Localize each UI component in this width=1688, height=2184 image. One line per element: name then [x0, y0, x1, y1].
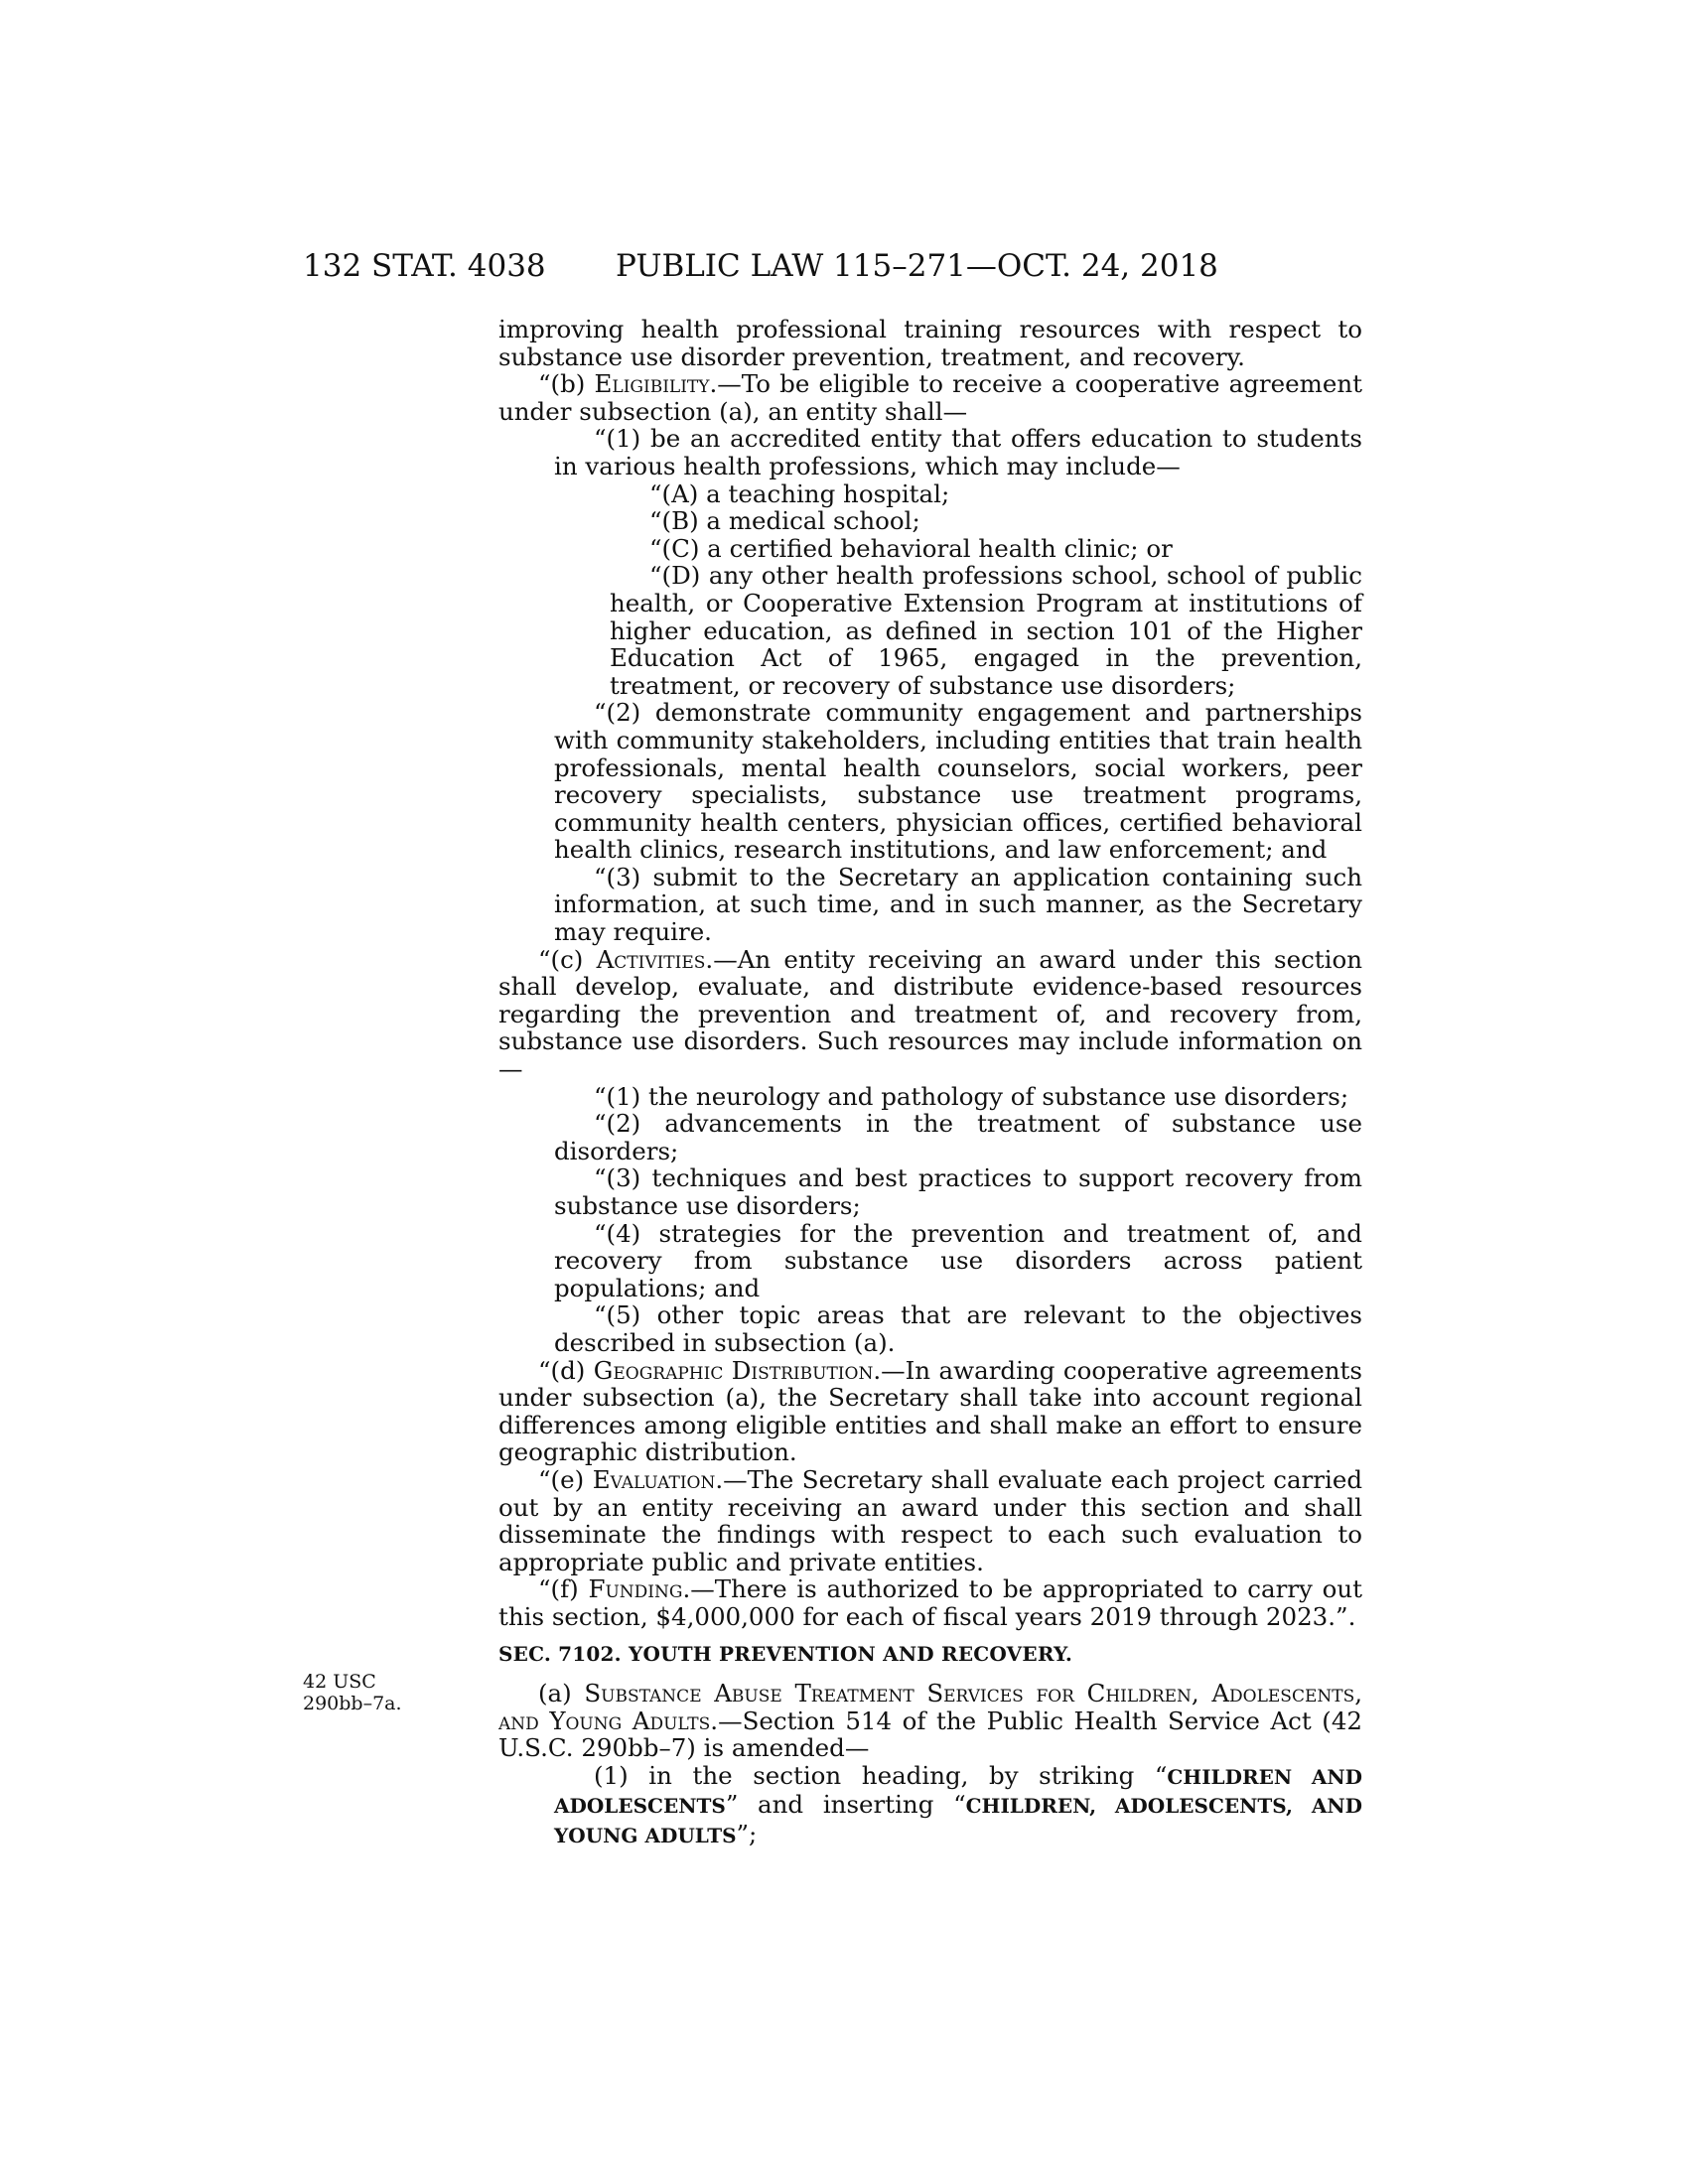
subsection-c-heading: Activities — [596, 944, 706, 974]
subsection-e-heading: Evaluation — [592, 1464, 716, 1494]
paragraph-a1-inserted-text: CHILDREN, ADOLESCENTS, AND YOUNG ADULTS — [554, 1794, 1363, 1848]
margin-note — [303, 1671, 402, 1714]
paragraph-a1 — [498, 1762, 1362, 1850]
margin-note-line-1: 42 USC — [303, 1671, 376, 1693]
subsection-d-heading: Geographic Distribution — [593, 1355, 874, 1385]
body-text — [498, 316, 1362, 1850]
paragraph-b3: “(3) submit to the Secretary an application containing such information, at such time, and in such manner, as the Secretary may require. — [554, 862, 1362, 947]
subsection-c-open: “(c) — [538, 944, 597, 974]
subparagraph-b1c: “(C) a certified behavioral health clinic; or — [649, 533, 1173, 563]
subsection-e-open: “(e) — [538, 1464, 593, 1494]
subparagraph-b1b: “(B) a medical school; — [649, 506, 920, 536]
paragraph-a1-struck-text: CHILDREN AND ADOLESCENTS — [554, 1764, 1363, 1819]
paragraph-c4: “(4) strategies for the prevention and treatment of, and recovery from substance use disorders across patient populations; and — [554, 1218, 1362, 1302]
paragraph-b1: “(1) be an accredited entity that offers education to students in various health professions, which may include— — [554, 424, 1362, 480]
subsection-c-text: .—An entity receiving an award under this section shall develop, evaluate, and distribute evidence-based resources regarding the prevention and treatment of, and recovery from, substance use disorders. Such resources may include information on— — [498, 944, 1363, 1084]
subsection-a-heading: Substance Abuse Treatment Services for Children, Adolescents, and Young Adults — [498, 1679, 1363, 1735]
stat-page-number: 132 STAT. 4038 — [303, 248, 546, 284]
margin-note-line-2: 290bb–7a. — [303, 1693, 402, 1714]
paragraph-a1-post: ”; — [736, 1820, 758, 1849]
paragraph-a1-pre: (1) in the section heading, by striking “ — [594, 1760, 1168, 1790]
section-heading: SEC. 7102. YOUTH PREVENTION AND RECOVERY. — [498, 1641, 1073, 1666]
paragraph-continued: improving health professional training resources with respect to substance use disorder prevention, treatment, and recovery. — [498, 315, 1362, 371]
subsection-d-text: .—In awarding cooperative agreements under subsection (a), the Secretary shall take into account regional differences among eligible entities and shall make an effort to ensure geographic distribution. — [498, 1355, 1362, 1467]
subsection-a-text: .—Section 514 of the Public Health Service Act (42 U.S.C. 290bb–7) is amended— — [498, 1706, 1362, 1763]
subsection-f-heading: Funding — [588, 1574, 683, 1604]
subsection-f-open: “(f) — [538, 1574, 589, 1604]
paragraph-a1-mid: ” and inserting “ — [725, 1790, 966, 1820]
subsection-f — [498, 1575, 1362, 1630]
subsection-e — [498, 1466, 1362, 1575]
paragraph-c3: “(3) techniques and best practices to support recovery from substance use disorders; — [554, 1163, 1362, 1220]
subsection-c — [498, 946, 1362, 1083]
paragraph-b2: “(2) demonstrate community engagement and partnerships with community stakeholders, including entities that train health professionals, mental health counselors, social workers, peer recovery specialists, substance use treatment programs, community health centers, physician offices, certified behavioral health clinics, research institutions, and law enforcement; and — [554, 698, 1362, 865]
subsection-d — [498, 1357, 1362, 1466]
subsection-b-heading: Eligibility — [594, 369, 710, 399]
subsection-d-open: “(d) — [538, 1355, 594, 1385]
subsection-f-text: .—There is authorized to be appropriated to carry out this section, $4,000,000 for each of fiscal years 2019 through 2023.”. — [498, 1574, 1363, 1631]
paragraph-c2: “(2) advancements in the treatment of substance use disorders; — [554, 1109, 1362, 1165]
subsection-b-open: “(b) — [538, 369, 595, 399]
subsection-b-text: .—To be eligible to receive a cooperative agreement under subsection (a), an entity shall— — [498, 369, 1362, 426]
law-title-header: PUBLIC LAW 115–271—OCT. 24, 2018 — [616, 248, 1218, 284]
subsection-e-text: .—The Secretary shall evaluate each project carried out by an entity receiving an award under this section and shall disseminate the findings with respect to each such evaluation to appropriate public and private entities. — [498, 1464, 1362, 1576]
subparagraph-b1d: “(D) any other health professions school, school of public health, or Cooperative Extension Program at institutions of higher education, as defined in section 101 of the Higher Education Act of 1965, engaged in the prevention, treatment, or recovery of substance use disorders; — [610, 561, 1362, 700]
subparagraph-b1a: “(A) a teaching hospital; — [649, 478, 950, 508]
paragraph-c5: “(5) other topic areas that are relevant to the objectives described in subsection (a). — [554, 1300, 1362, 1357]
subsection-a-open: (a) — [538, 1679, 585, 1708]
subsection-a — [498, 1680, 1362, 1762]
paragraph-c1: “(1) the neurology and pathology of substance use disorders; — [594, 1081, 1349, 1111]
subsection-b — [498, 370, 1362, 425]
